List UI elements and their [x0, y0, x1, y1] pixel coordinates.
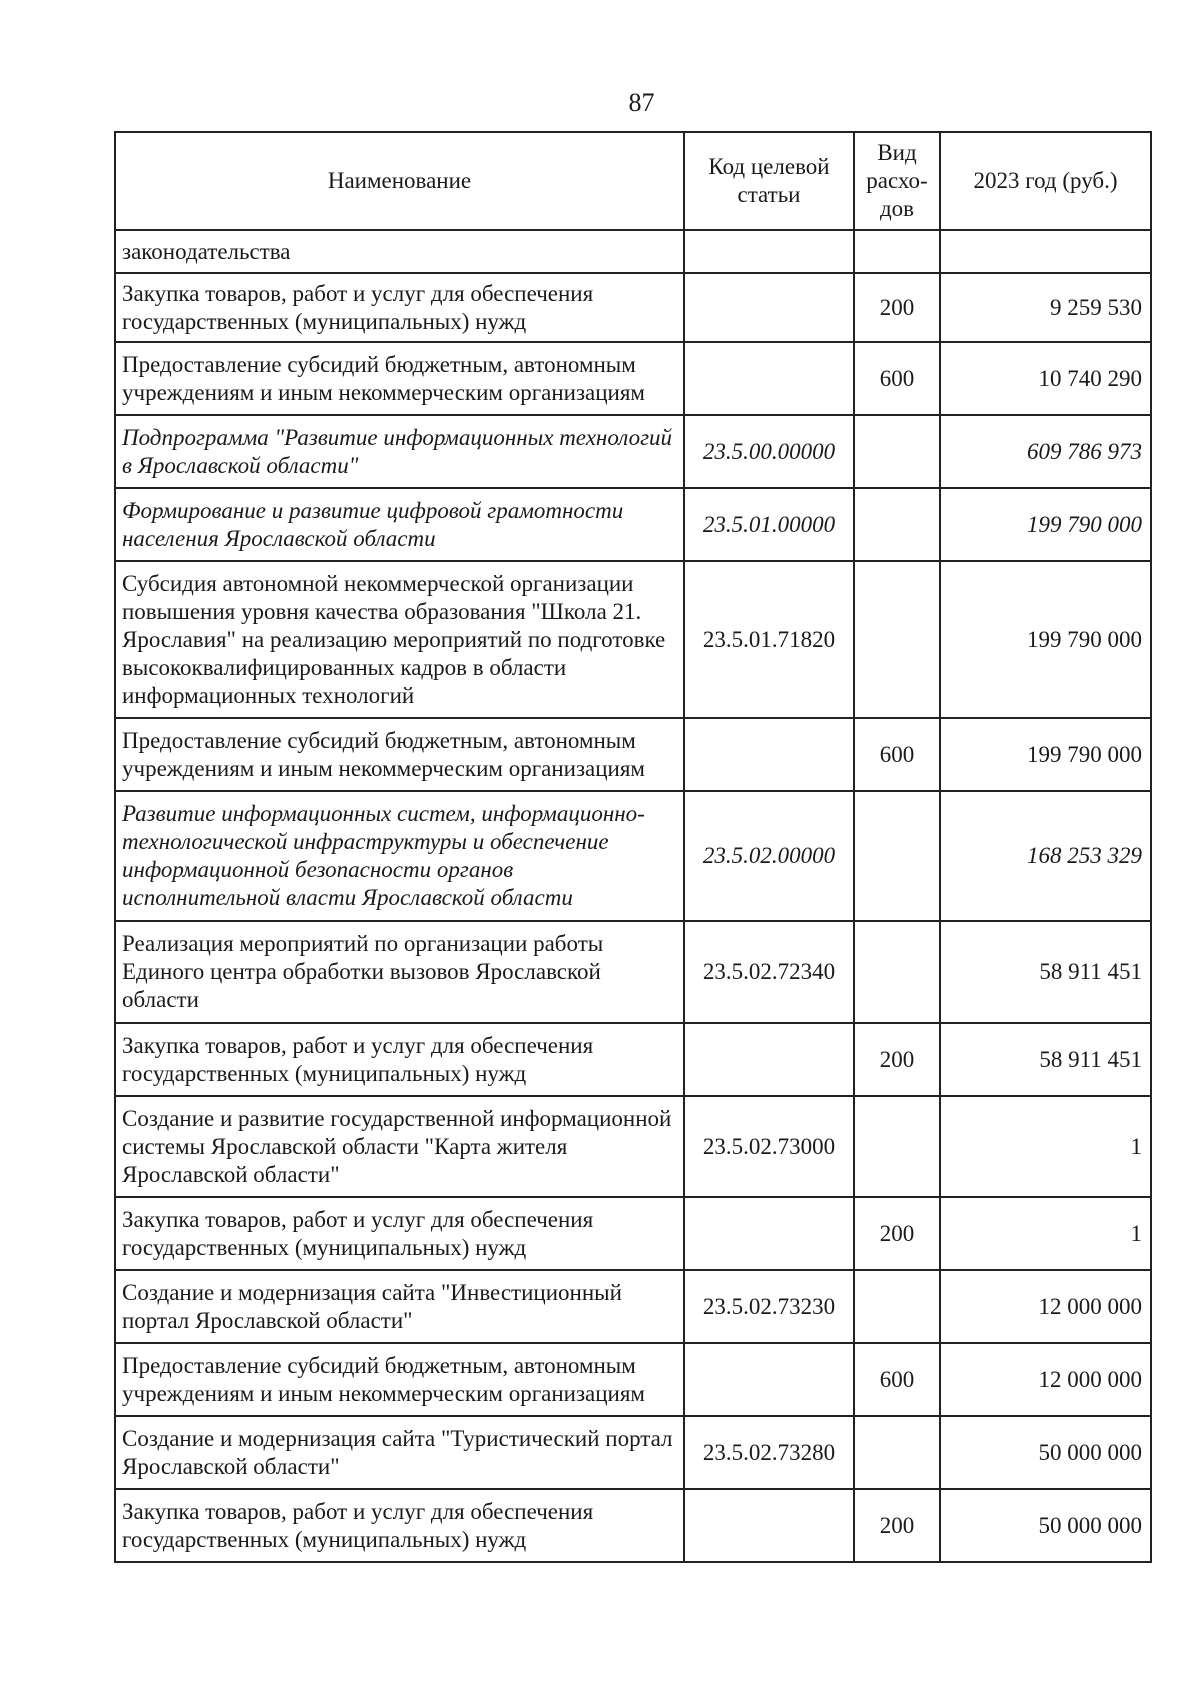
cell-name: Подпрограмма "Развитие информационных технологий в Ярославской области"	[115, 415, 684, 488]
table-row	[115, 791, 1151, 921]
table-row	[115, 561, 1151, 718]
cell-kind	[854, 1096, 940, 1197]
table-row	[115, 342, 1151, 415]
cell-code: 23.5.02.00000	[684, 791, 854, 921]
header-code: Код целевой статьи	[684, 132, 854, 230]
cell-amount: 1	[940, 1096, 1151, 1197]
cell-code	[684, 1489, 854, 1562]
table-row	[115, 1023, 1151, 1096]
cell-name: Предоставление субсидий бюджетным, автономным учреждениям и иным некоммерческим организациям	[115, 718, 684, 791]
table-row	[115, 718, 1151, 791]
cell-amount: 58 911 451	[940, 921, 1151, 1023]
cell-name: Реализация мероприятий по организации работы Единого центра обработки вызовов Ярославской области	[115, 921, 684, 1023]
cell-kind	[854, 561, 940, 718]
table-row	[115, 1416, 1151, 1489]
cell-kind	[854, 230, 940, 273]
cell-amount: 609 786 973	[940, 415, 1151, 488]
cell-code	[684, 1023, 854, 1096]
cell-name: Создание и модернизация сайта "Туристический портал Ярославской области"	[115, 1416, 684, 1489]
cell-code	[684, 342, 854, 415]
cell-kind: 200	[854, 1489, 940, 1562]
cell-code: 23.5.01.71820	[684, 561, 854, 718]
cell-kind	[854, 488, 940, 561]
cell-kind	[854, 921, 940, 1023]
cell-code	[684, 1197, 854, 1270]
cell-amount: 199 790 000	[940, 561, 1151, 718]
cell-code: 23.5.02.73000	[684, 1096, 854, 1197]
cell-name: Создание и модернизация сайта "Инвестиционный портал Ярославской области"	[115, 1270, 684, 1343]
table-row	[115, 230, 1151, 273]
table-row	[115, 273, 1151, 342]
cell-code	[684, 718, 854, 791]
cell-name: Закупка товаров, работ и услуг для обеспечения государственных (муниципальных) нужд	[115, 1489, 684, 1562]
header-amount: 2023 год (руб.)	[940, 132, 1151, 230]
table-row	[115, 415, 1151, 488]
cell-amount: 12 000 000	[940, 1270, 1151, 1343]
cell-kind: 600	[854, 718, 940, 791]
cell-kind	[854, 1270, 940, 1343]
cell-amount: 199 790 000	[940, 718, 1151, 791]
cell-code: 23.5.01.00000	[684, 488, 854, 561]
cell-amount: 10 740 290	[940, 342, 1151, 415]
table-header-row	[115, 132, 1151, 230]
cell-kind: 200	[854, 1023, 940, 1096]
header-kind: Вид расхо-дов	[854, 132, 940, 230]
cell-name: Закупка товаров, работ и услуг для обеспечения государственных (муниципальных) нужд	[115, 1197, 684, 1270]
table-row	[115, 921, 1151, 1023]
cell-kind: 200	[854, 273, 940, 342]
table-row	[115, 488, 1151, 561]
cell-kind	[854, 415, 940, 488]
table-row	[115, 1270, 1151, 1343]
cell-code: 23.5.02.73230	[684, 1270, 854, 1343]
cell-name: законодательства	[115, 230, 684, 273]
cell-kind	[854, 791, 940, 921]
cell-amount: 9 259 530	[940, 273, 1151, 342]
table-body	[115, 230, 1151, 1562]
page-number: 87	[628, 88, 655, 117]
cell-amount: 50 000 000	[940, 1489, 1151, 1562]
cell-amount: 168 253 329	[940, 791, 1151, 921]
cell-code: 23.5.00.00000	[684, 415, 854, 488]
cell-name: Закупка товаров, работ и услуг для обеспечения государственных (муниципальных) нужд	[115, 1023, 684, 1096]
cell-amount: 12 000 000	[940, 1343, 1151, 1416]
header-name: Наименование	[115, 132, 684, 230]
cell-amount: 1	[940, 1197, 1151, 1270]
cell-code	[684, 1343, 854, 1416]
cell-amount: 199 790 000	[940, 488, 1151, 561]
cell-code: 23.5.02.72340	[684, 921, 854, 1023]
cell-kind: 200	[854, 1197, 940, 1270]
cell-name: Субсидия автономной некоммерческой организации повышения уровня качества образования "Школа 21. Ярославия" на реализацию мероприятий по подготовке высококвалифицированных кадров в области информационных технологий	[115, 561, 684, 718]
cell-name: Формирование и развитие цифровой грамотности населения Ярославской области	[115, 488, 684, 561]
cell-name: Предоставление субсидий бюджетным, автономным учреждениям и иным некоммерческим организациям	[115, 342, 684, 415]
table-row	[115, 1343, 1151, 1416]
cell-code	[684, 273, 854, 342]
cell-amount	[940, 230, 1151, 273]
cell-name: Развитие информационных систем, информационно-технологической инфраструктуры и обеспечение информационной безопасности органов исполнительной власти Ярославской области	[115, 791, 684, 921]
cell-kind	[854, 1416, 940, 1489]
table-row	[115, 1096, 1151, 1197]
table-row	[115, 1489, 1151, 1562]
cell-amount: 50 000 000	[940, 1416, 1151, 1489]
cell-kind: 600	[854, 1343, 940, 1416]
cell-code: 23.5.02.73280	[684, 1416, 854, 1489]
cell-name: Создание и развитие государственной информационной системы Ярославской области "Карта жителя Ярославской области"	[115, 1096, 684, 1197]
budget-table	[114, 131, 1152, 1563]
table-row	[115, 1197, 1151, 1270]
cell-name: Закупка товаров, работ и услуг для обеспечения государственных (муниципальных) нужд	[115, 273, 684, 342]
cell-code	[684, 230, 854, 273]
cell-kind: 600	[854, 342, 940, 415]
cell-name: Предоставление субсидий бюджетным, автономным учреждениям и иным некоммерческим организациям	[115, 1343, 684, 1416]
cell-amount: 58 911 451	[940, 1023, 1151, 1096]
